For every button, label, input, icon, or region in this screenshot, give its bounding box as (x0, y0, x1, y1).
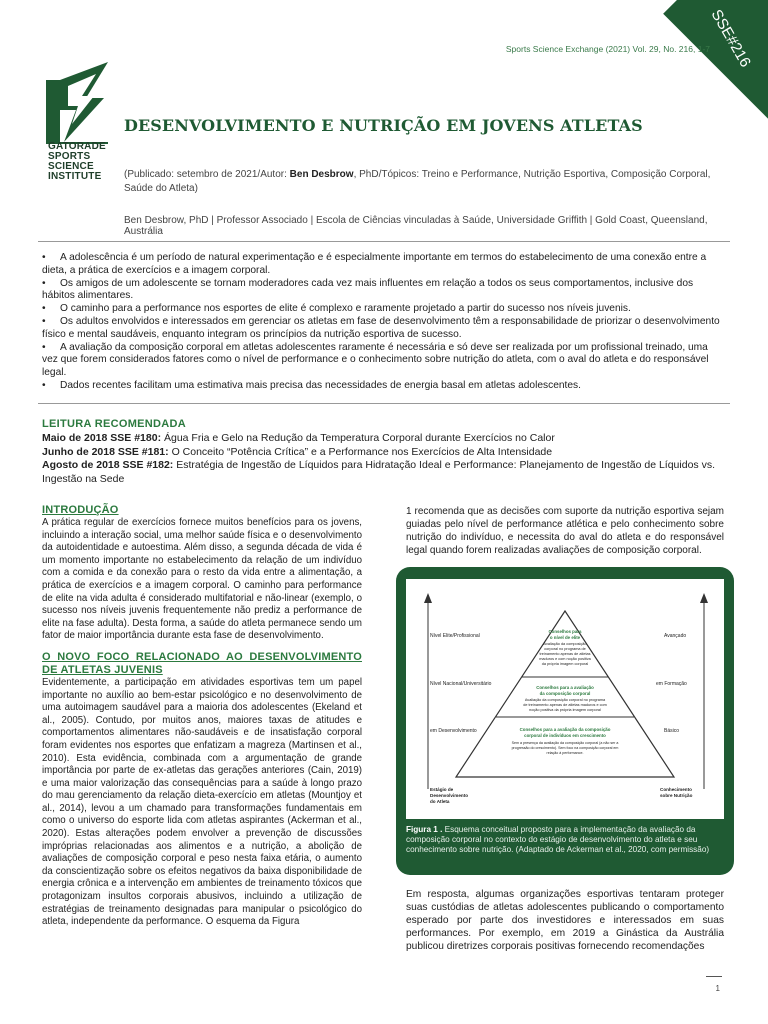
right-axis-title: Conhecimento (660, 787, 692, 792)
key-point (42, 278, 726, 304)
tier-2-heading: Conselhos para a avaliação (536, 685, 594, 690)
issue-tag: SSE#216 (707, 6, 754, 71)
divider-top (38, 241, 730, 242)
key-point (42, 252, 726, 278)
recommended-item[interactable] (42, 459, 732, 486)
bullet-marker: • (42, 303, 46, 315)
left-axis-title: Estágio de (430, 787, 454, 792)
key-point-text: A adolescência é um período de natural experimentação e é especialmente importante em termos do estabelecimento de uma conexão entre a dieta, a prática de exercícios e a imagem corporal. (42, 252, 707, 276)
intro-heading: INTRODUÇÃO (42, 504, 119, 516)
right-axis-title: sobre Nutrição (660, 793, 693, 798)
tier-1-text: corporal no programa de (544, 647, 586, 651)
key-point-text: Dados recentes facilitam uma estimativa mais precisa das necessidades de energia basal em atletas adolescentes. (60, 379, 581, 391)
recommended-reading-list (42, 432, 732, 486)
key-points-list (42, 252, 726, 393)
key-point-text: O caminho para a performance nos esportes de elite é complexo e raramente projetado a partir do sucesso nos níveis juvenis. (60, 303, 631, 315)
left-axis-label: Nível Nacional/Universitário (430, 681, 492, 687)
left-axis-label: em Desenvolvimento (430, 728, 477, 734)
pub-suffix: , PhD/Tópicos: Treino e Performance, Nutrição Esportiva, Composição Corporal, Saúde do Atleta) (124, 169, 711, 194)
new-focus-paragraph: Evidentemente, a participação em atividades esportivas tem um papel importante no auxílio ao bem-estar psicológico e no desenvolvimento de uma autoimagem saudável para a maioria dos adolescentes (Ekeland et al., 2005). Contudo, por muitos anos, maiores taxas de atitudes e comportamentos alimentares não-saudáveis e de insatisfação corporal foram evidentes nos esportes que enfatizam a magreza (Martinsen et al., 2010). Esta evidência, combinada com a argumentação de grande importância por parte de ex-atletas das gerações anteriores (Cain, 2019) e uma maior valorização das consequências para a saúde à longo prazo do mau gerenciamento da relação dieta-exercício em atletas (Mountjoy et al., 2014), levou a um chamado para transformações fundamentais em como o universo do esporte lida com atletas aspirantes (Ackerman et al., 2020). Estas alterações podem envolver a prevenção de discussões impróprias relacionadas aos alimentos e a nutrição, a abolição de avaliações de composição corporal e peso nesta faixa etária, o aumento da conscientização sobre os efeitos negativos da baixa disponibilidade de energia crônica e a intervenção em ambientes de treinamento tóxicos que protagonizam insultos corporais abusivos, incluindo a utilização de estratégias de treinamento designadas para manipular o psicológico do atleta, independente da performance. O esquema da Figura (42, 676, 362, 928)
tier-3-text: relação à performance. (546, 751, 584, 755)
divider-middle (38, 403, 730, 404)
key-point-text: A avaliação da composição corporal em atletas adolescentes raramente é necessária e só deve ser realizada por um profissional treinado, uma vez que forem considerados fatores como o nível de performance e o conhecimento sobre nutrição do atleta, com o aval do atleta e do responsável legal. (42, 341, 709, 379)
key-point (42, 380, 726, 393)
right-axis-label: Básico (664, 728, 680, 734)
key-point-text: Os amigos de um adolescente se tornam moderadores cada vez mais influentes em relação a todos os seus comportamentos, inclusive dos hábitos alimentares. (42, 277, 694, 302)
tier-1-text: treinamento apenas de atletas (539, 652, 591, 656)
journal-citation: Sports Science Exchange (2021) Vol. 29, No. 216, 1-7 (505, 44, 710, 54)
recommended-item-label: Junho de 2018 SSE #181: (42, 445, 169, 458)
tier-3-text: progressão do crescimento). Sem foco na composição corporal em (511, 746, 619, 750)
bullet-marker: • (42, 252, 46, 263)
right-column-response: Em resposta, algumas organizações esportivas tentaram proteger suas custódias de atletas adolescentes publicando o comportamento esperado por parte dos investidores e interessados em suas performances. Por exemplo, em 2019 a Ginástica da Austrália publicou diretrizes corporais positivas fornecendo recomendações (406, 889, 724, 952)
left-axis-arrowhead (424, 593, 432, 603)
tier-1-heading: o nível de elite (549, 635, 581, 640)
article-title: DESENVOLVIMENTO E NUTRIÇÃO EM JOVENS ATLETAS (124, 116, 643, 135)
key-point (42, 303, 726, 316)
left-axis-title: Desenvolvimento (430, 793, 469, 798)
bullet-marker: • (42, 341, 46, 353)
right-column-intro: 1 recomenda que as decisões com suporte da nutrição esportiva sejam guiadas pelo nível de performance atlética e pelo conhecimento sobre nutrição do indivíduo, e necessita do aval do atleta e do responsável legal quando forem realizadas avaliações de composição corporal. (406, 506, 724, 556)
recommended-item-text: Água Fria e Gelo na Redução da Temperatura Corporal durante Exercícios no Calor (161, 432, 555, 444)
recommended-item[interactable] (42, 432, 732, 446)
pub-author: Ben Desbrow (289, 169, 354, 180)
right-axis-label: Avançado (664, 633, 687, 639)
gssi-logo-text (48, 142, 112, 182)
right-axis-arrowhead (700, 593, 708, 603)
tier-2-text: de treinamento apenas de atletas maduros e com (523, 703, 607, 707)
logo-line: GATORADE (48, 141, 106, 152)
page-number: 1 (715, 984, 720, 993)
figure-1-caption (406, 825, 724, 855)
left-axis-label: Nível Elite/Profissional (430, 633, 480, 639)
tier-2-heading: da composição corporal (539, 691, 591, 696)
figure-1-box (396, 567, 734, 875)
figure-1-caption-text: Esquema conceitual proposto para a implementação da avaliação da composição corporal no contexto do estágio de desenvolvimento do atleta e seu conhecimento sobre nutrição. (Adaptado de Ackerman et al., 2020, com permissão) (406, 825, 710, 854)
bullet-marker: • (42, 315, 46, 327)
publication-info (124, 168, 724, 196)
key-point (42, 316, 726, 342)
tier-1-heading: Conselhos para (548, 629, 582, 634)
logo-line: SCIENCE (48, 161, 94, 172)
recommended-item-label: Agosto de 2018 SSE #182: (42, 459, 174, 472)
new-focus-heading: O NOVO FOCO RELACIONADO AO DESENVOLVIMENTO DE ATLETAS JUVENIS (42, 650, 362, 676)
recommended-item[interactable] (42, 446, 732, 460)
pyramid-diagram (406, 579, 724, 819)
tier-1-text: maduros e com noção positiva (539, 657, 591, 661)
left-axis-title: do Atleta (430, 799, 450, 804)
recommended-item-label: Maio de 2018 SSE #180: (42, 432, 162, 444)
tier-1-text: da própria imagem corporal (541, 662, 589, 666)
tier-3-heading: corporal de indivíduos em crescimento (524, 733, 606, 738)
pub-prefix: (Publicado: setembro de 2021/Autor: (124, 169, 290, 180)
recommended-reading-heading: LEITURA RECOMENDADA (42, 418, 187, 430)
author-affiliation: Ben Desbrow, PhD | Professor Associado | Escola de Ciências vinculadas à Saúde, Universidade Griffith | Gold Coast, Queensland, Austrália (124, 215, 708, 237)
tier-3-text: Sem a presença da avaliação da composição corporal (a não ser a (511, 741, 619, 745)
tier-2-text: noção positiva da própria imagem corporal (529, 708, 601, 712)
bullet-marker: • (42, 379, 46, 391)
figure-1-diagram (406, 579, 724, 819)
tier-3-heading: Conselhos para a avaliação da composição (519, 727, 611, 732)
key-point (42, 342, 726, 380)
key-point-text: Os adultos envolvidos e interessados em gerenciar os atletas em fase de desenvolvimento têm a responsabilidade de priorizar o desenvolvimento físico e mental saudáveis, enquanto integram os princípios da nutrição esportiva de sucesso. (42, 315, 720, 340)
left-column (42, 504, 362, 937)
tier-1-text: Avaliação da composição (543, 642, 587, 646)
logo-line: INSTITUTE (48, 171, 102, 182)
bullet-marker: • (42, 277, 46, 289)
recommended-item-text: Estratégia de Ingestão de Líquidos para Hidratação Ideal e Performance: Planejamento de Ingestão de Líquidos vs. Ingestão na Sede (42, 459, 715, 485)
intro-paragraph: A prática regular de exercícios fornece muitos benefícios para os jovens, incluindo a interação social, uma melhor saúde física e o desenvolvimento da autoidentidade e autoestima. Além disso, a segunda década de vida é um momento importante no estabelecimento da relação de um indivíduo com a comida e da conexão para o resto da vida entre a alimentação, a prática de exercícios e a imagem corporal. O caminho para performance de elite na vida adulta é considerado multifatorial e não-linear (exemplo, o sucesso nos níveis juvenis frequentemente não prediz a performance de elite na fase adulta). Desta forma, a saúde do atleta permanece sendo um fator de maior importância durante esta fase de desenvolvimento. (42, 517, 362, 642)
right-axis-label: em Formação (656, 681, 687, 687)
logo-line: SPORTS (48, 151, 91, 162)
tier-2-text: Avaliação da composição corporal no programa (524, 698, 606, 702)
page-number-rule (706, 976, 722, 977)
recommended-item-text: O Conceito “Potência Crítica” e a Performance nos Exercícios de Alta Intensidade (168, 445, 553, 458)
figure-1-caption-label: Figura 1 . (406, 825, 443, 834)
